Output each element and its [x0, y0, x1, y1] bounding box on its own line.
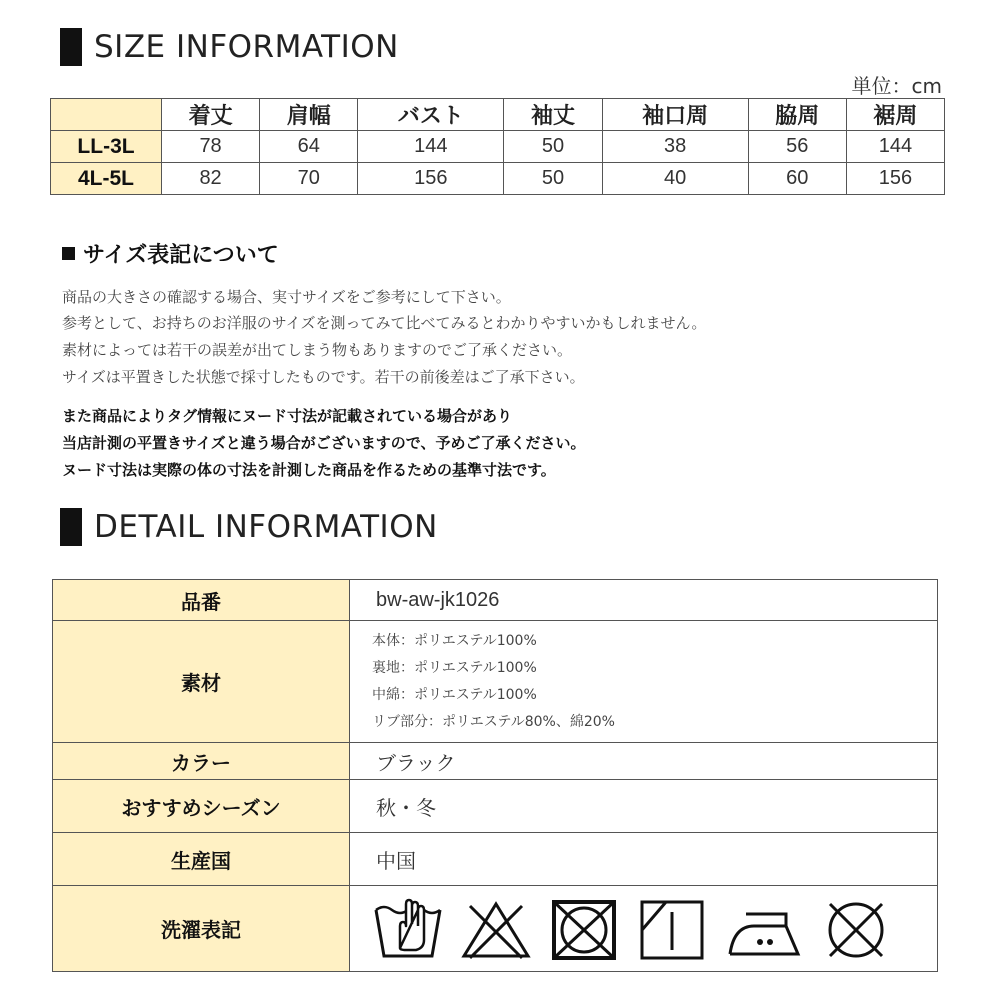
column-header: 裾周 — [846, 99, 944, 131]
no-dry-clean-icon — [820, 896, 892, 962]
material-line: 中綿：ポリエステル100% — [372, 686, 537, 703]
table-row — [53, 833, 938, 886]
detail-heading-text: DETAIL INFORMATION — [94, 509, 438, 545]
color-label: カラー — [53, 743, 350, 780]
note-bold-line: また商品によりタグ情報にヌード寸法が記載されている場合があり — [62, 407, 513, 425]
note-line: 商品の大きさの確認する場合、実寸サイズをご参考にして下さい。 — [62, 288, 511, 306]
size-heading-text: SIZE INFORMATION — [94, 29, 399, 65]
table-cell: 50 — [504, 131, 602, 163]
table-cell: 40 — [602, 163, 748, 195]
product-number-value: bw-aw-jk1026 — [350, 580, 938, 621]
size-information-heading — [60, 27, 399, 67]
table-cell: 50 — [504, 163, 602, 195]
care-symbols — [350, 886, 938, 972]
note-line: サイズは平置きした状態で採寸したものです。若干の前後差はご了承下さい。 — [62, 368, 585, 386]
no-bleach-icon — [460, 896, 532, 962]
table-row — [53, 621, 938, 743]
table-cell: 82 — [162, 163, 260, 195]
table-cell: 56 — [748, 131, 846, 163]
note-line: 素材によっては若干の誤差が出てしまう物もありますのでご了承ください。 — [62, 341, 573, 359]
table-cell: 156 — [358, 163, 504, 195]
color-value: ブラック — [350, 743, 938, 780]
square-bullet-icon — [62, 247, 75, 260]
product-number-label: 品番 — [53, 580, 350, 621]
material-label: 素材 — [53, 621, 350, 743]
column-header: バスト — [358, 99, 504, 131]
no-tumble-dry-icon — [548, 896, 620, 962]
heading-bar — [60, 508, 82, 546]
table-cell: 78 — [162, 131, 260, 163]
column-header: 袖口周 — [602, 99, 748, 131]
table-row — [53, 743, 938, 780]
table-cell: 156 — [846, 163, 944, 195]
origin-value: 中国 — [350, 833, 938, 886]
column-header: 袖丈 — [504, 99, 602, 131]
table-row — [53, 580, 938, 621]
care-label: 洗濯表記 — [53, 886, 350, 972]
note-bold-line: 当店計測の平置きサイズと違う場合がございますので、予めご了承ください。 — [62, 434, 586, 452]
column-header: 脇周 — [748, 99, 846, 131]
material-line: 本体：ポリエステル100% — [372, 632, 537, 649]
table-row — [51, 131, 945, 163]
hand-wash-icon — [372, 896, 444, 962]
table-cell: 60 — [748, 163, 846, 195]
column-header: 肩幅 — [260, 99, 358, 131]
size-note-title — [62, 238, 279, 269]
origin-label: 生産国 — [53, 833, 350, 886]
unit-label: 単位：cm — [851, 74, 942, 98]
size-table-header-row — [51, 99, 945, 131]
season-value: 秋・冬 — [350, 780, 938, 833]
table-cell: 144 — [358, 131, 504, 163]
table-cell: 64 — [260, 131, 358, 163]
note-line: 参考として、お持ちのお洋服のサイズを測ってみて比べてみるとわかりやすいかもしれません。 — [62, 314, 707, 332]
note-bold-line: ヌード寸法は実際の体の寸法を計測した商品を作るための基準寸法です。 — [62, 461, 556, 479]
table-row — [53, 780, 938, 833]
column-header: 着丈 — [162, 99, 260, 131]
table-row — [53, 886, 938, 972]
table-cell: 144 — [846, 131, 944, 163]
detail-table — [52, 579, 938, 972]
iron-medium-icon — [724, 896, 804, 962]
size-table-corner — [51, 99, 162, 131]
table-row — [51, 163, 945, 195]
heading-bar — [60, 28, 82, 66]
size-table — [50, 98, 945, 195]
table-cell: 38 — [602, 131, 748, 163]
size-label: 4L-5L — [51, 163, 162, 195]
material-line: リブ部分：ポリエステル80%、綿20% — [372, 713, 615, 730]
material-value — [350, 621, 938, 743]
detail-information-heading — [60, 507, 438, 547]
material-line: 裏地：ポリエステル100% — [372, 659, 537, 676]
table-cell: 70 — [260, 163, 358, 195]
season-label: おすすめシーズン — [53, 780, 350, 833]
size-note-title-text: サイズ表記について — [83, 243, 279, 268]
line-dry-shade-icon — [636, 896, 708, 962]
size-label: LL-3L — [51, 131, 162, 163]
